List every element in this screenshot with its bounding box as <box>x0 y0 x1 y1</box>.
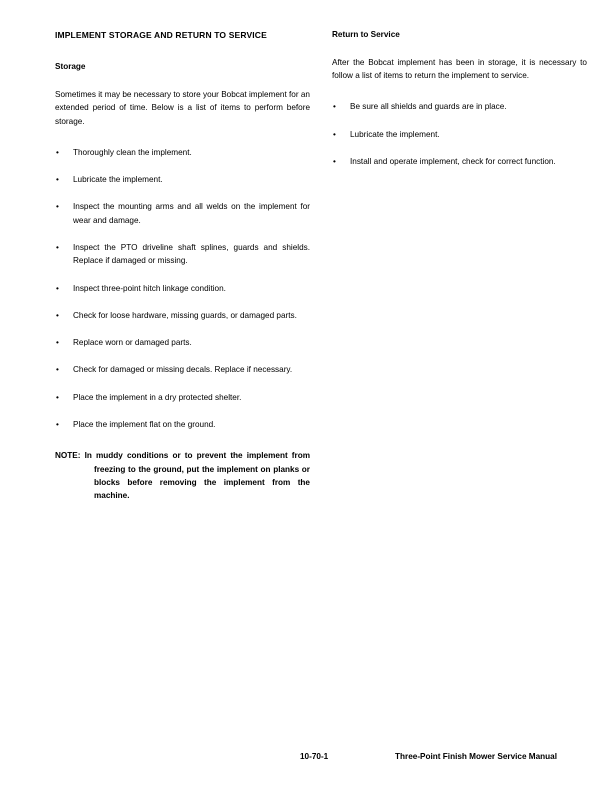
list-item-text: Place the implement in a dry protected shelter. <box>73 392 242 402</box>
storage-intro-paragraph: Sometimes it may be necessary to store your Bobcat implement for an extended period of time. Below is a list of items to perform before storage. <box>55 90 310 126</box>
list-item-text: Check for loose hardware, missing guards, or damaged parts. <box>73 310 297 320</box>
bullet-marker-icon: • <box>333 156 336 166</box>
list-item <box>55 146 310 159</box>
storage-bullet-list <box>55 146 310 431</box>
list-item-text: Inspect the PTO driveline shaft splines, guards and shields. Replace if damaged or missing. <box>73 243 310 266</box>
return-to-service-title: Return to Service <box>332 30 400 39</box>
list-item-text: Check for damaged or missing decals. Replace if necessary. <box>73 365 293 375</box>
note-text: In muddy conditions or to prevent the implement from freezing to the ground, put the implement on planks or blocks before removing the implement from the machine. <box>84 451 310 501</box>
bullet-marker-icon: • <box>56 419 59 429</box>
list-item <box>55 336 310 349</box>
bullet-marker-icon: • <box>56 243 59 252</box>
footer-page-number: 10-70-1 <box>300 752 329 761</box>
storage-subsection-title: Storage <box>55 62 86 72</box>
bullet-marker-icon: • <box>56 283 59 293</box>
list-item-text: Inspect the mounting arms and all welds on the implement for wear and damage. <box>73 202 310 225</box>
list-item <box>55 200 310 227</box>
list-item <box>55 309 310 322</box>
list-item-text: Be sure all shields and guards are in place. <box>350 102 507 112</box>
list-item <box>332 128 587 141</box>
list-item <box>55 418 310 431</box>
bullet-marker-icon: • <box>56 392 59 402</box>
page-footer <box>55 752 557 764</box>
right-column <box>332 30 587 182</box>
list-item-text: Lubricate the implement. <box>350 129 440 139</box>
bullet-marker-icon: • <box>56 310 59 320</box>
bullet-marker-icon: • <box>333 102 336 112</box>
note-label: NOTE: <box>55 451 81 461</box>
bullet-marker-icon: • <box>56 147 59 157</box>
list-item-text: Lubricate the implement. <box>73 175 163 185</box>
left-column <box>55 30 310 511</box>
note-block <box>55 449 310 502</box>
list-item <box>55 241 310 268</box>
footer-manual-title: Three-Point Finish Mower Service Manual <box>395 752 557 761</box>
list-item-text: Inspect three-point hitch linkage condition. <box>73 283 226 293</box>
list-item <box>55 391 310 404</box>
list-item-text: Replace worn or damaged parts. <box>73 338 192 348</box>
list-item-text: Thoroughly clean the implement. <box>73 147 192 157</box>
section-title: IMPLEMENT STORAGE AND RETURN TO SERVICE <box>55 30 267 40</box>
bullet-marker-icon: • <box>56 365 59 375</box>
list-item <box>55 173 310 186</box>
bullet-marker-icon: • <box>333 129 336 139</box>
list-item-text: Install and operate implement, check for correct function. <box>350 156 556 166</box>
bullet-marker-icon: • <box>56 338 59 348</box>
bullet-marker-icon: • <box>56 175 59 185</box>
list-item-text: Place the implement flat on the ground. <box>73 419 216 429</box>
list-item <box>332 100 587 113</box>
bullet-marker-icon: • <box>56 202 59 212</box>
list-item <box>55 282 310 295</box>
list-item <box>332 155 587 168</box>
return-to-service-bullet-list <box>332 100 587 168</box>
return-to-service-intro-paragraph: After the Bobcat implement has been in storage, it is necessary to follow a list of items to return the implement to service. <box>332 57 587 81</box>
list-item <box>55 363 310 376</box>
